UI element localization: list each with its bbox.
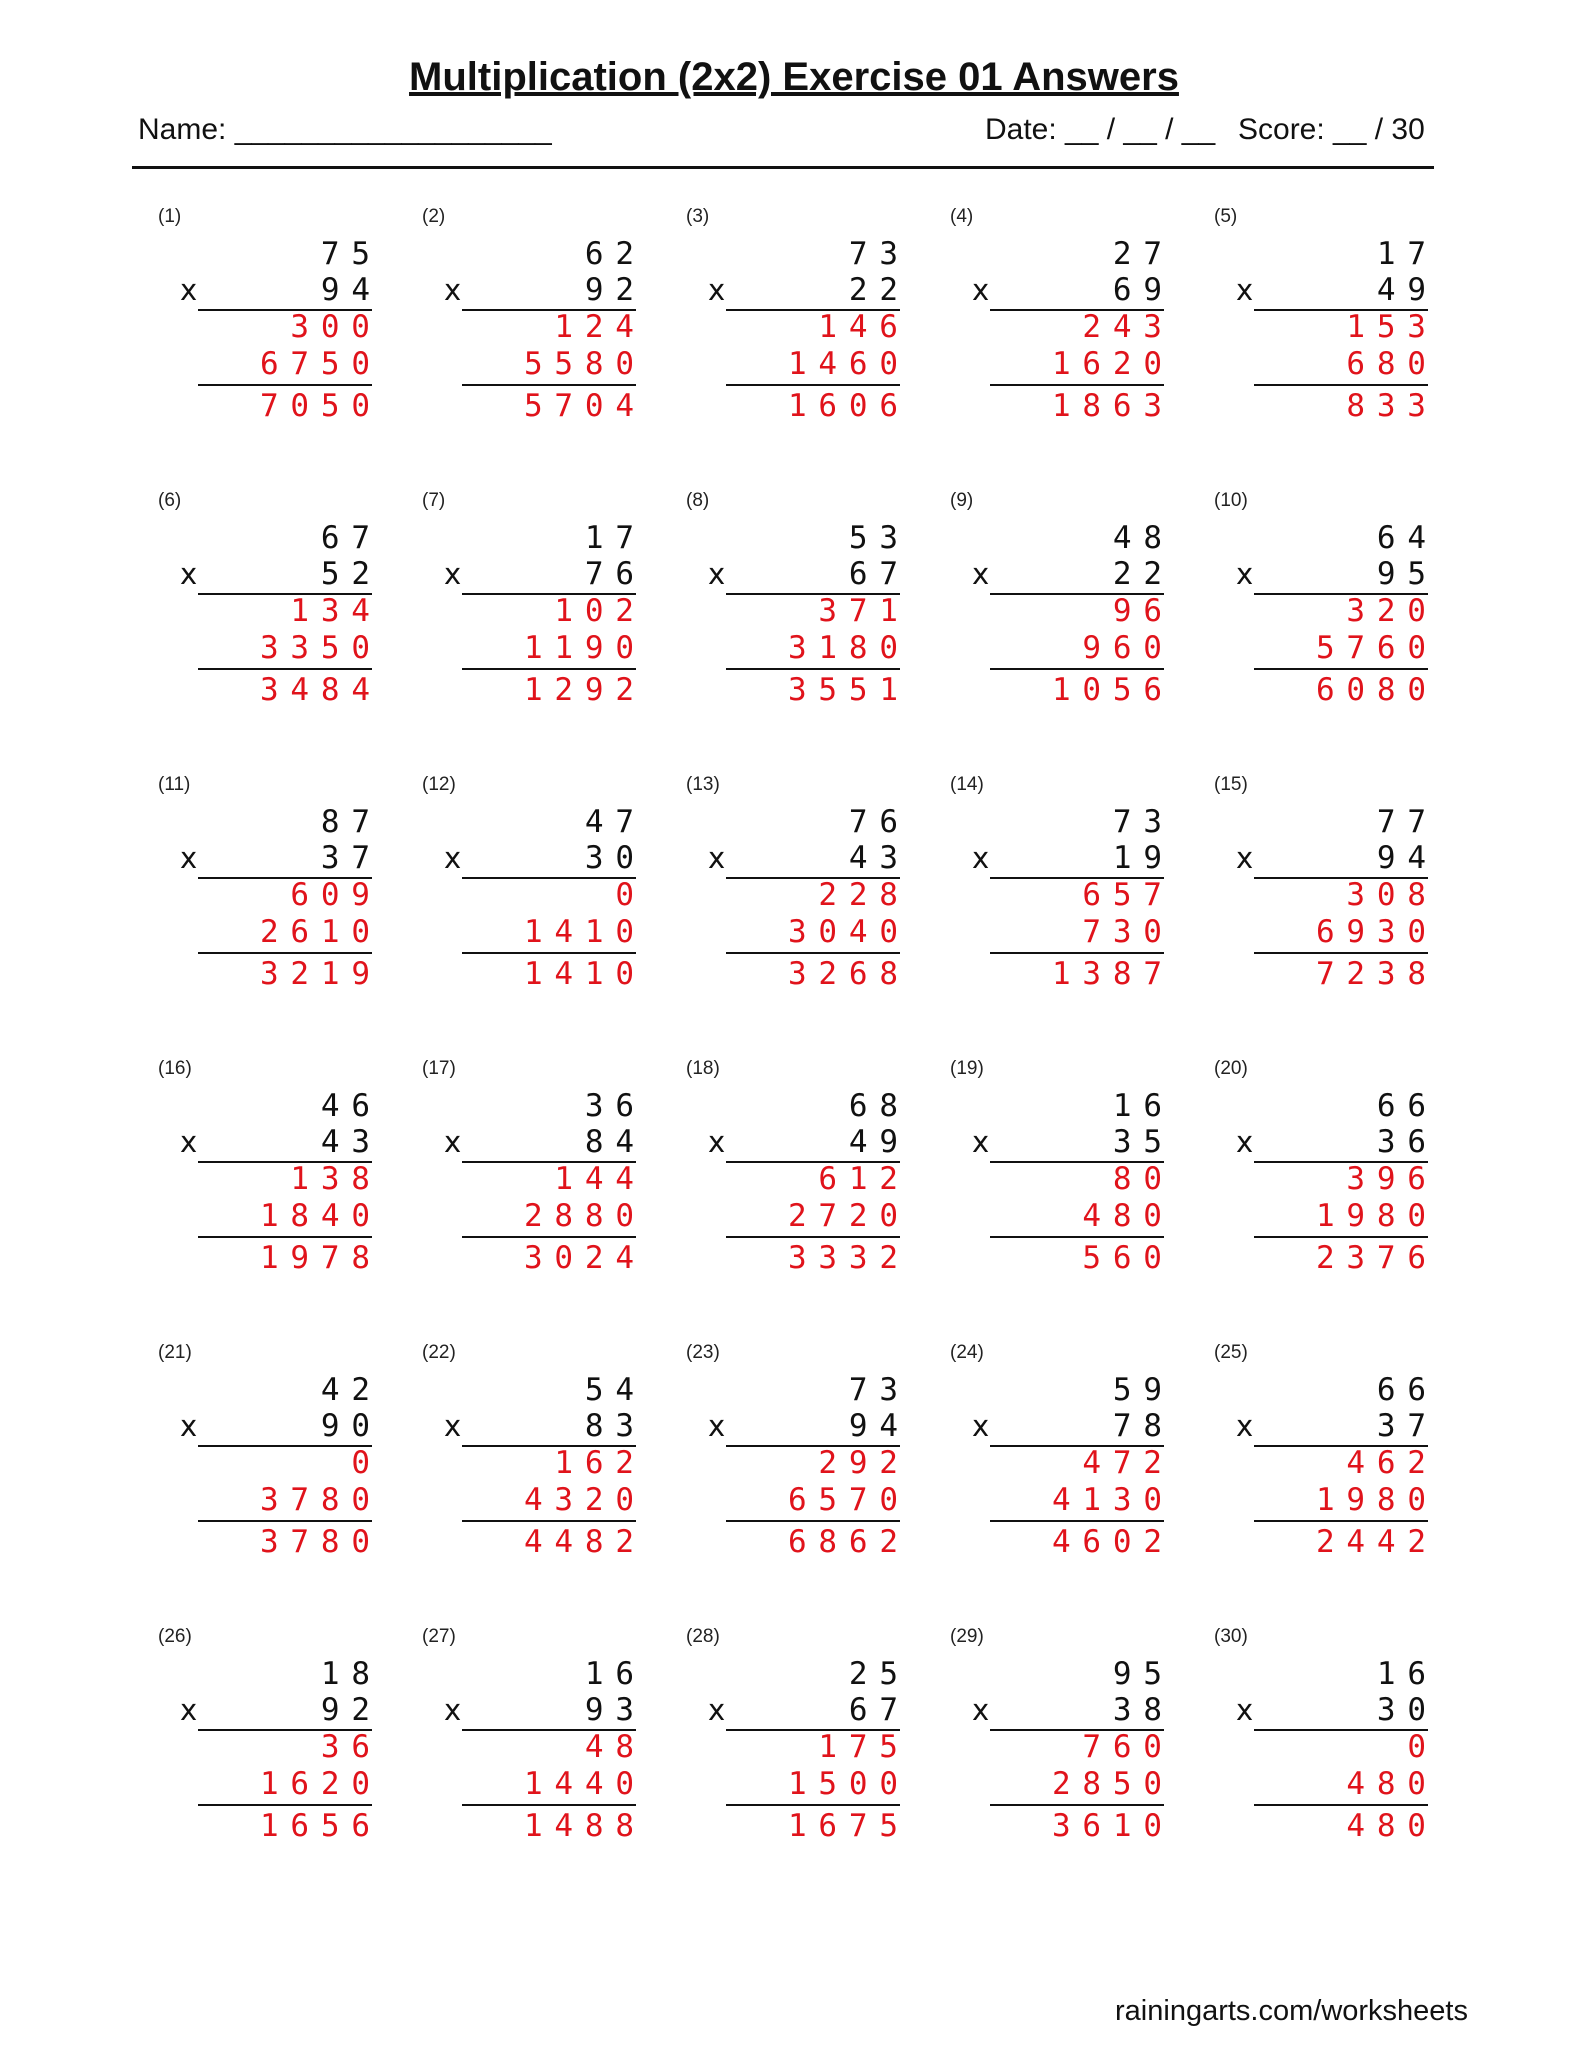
answer: 4482 (523, 1524, 646, 1560)
problem-number: (1) (158, 206, 182, 227)
answer: 1978 (259, 1240, 382, 1276)
partial-product-1: 609 (290, 877, 382, 913)
sum-line (198, 1520, 372, 1522)
problem-number: (25) (1214, 1342, 1248, 1363)
answer: 6862 (787, 1524, 910, 1560)
multiplier: 37 (320, 840, 382, 876)
multiply-sign: x (972, 841, 990, 875)
problem-number: (29) (950, 1626, 984, 1647)
multiplier: 94 (848, 1408, 910, 1444)
multiplicand: 27 (1112, 236, 1174, 272)
multiplicand: 59 (1112, 1372, 1174, 1408)
partial-product-2: 1500 (787, 1766, 910, 1802)
problem (950, 1342, 1174, 1572)
partial-product-2: 3350 (259, 630, 382, 666)
partial-product-2: 1840 (259, 1198, 382, 1234)
problem-number: (17) (422, 1058, 456, 1079)
problem-number: (9) (950, 490, 974, 511)
answer: 480 (1346, 1808, 1438, 1844)
multiplicand: 25 (848, 1656, 910, 1692)
problem (422, 774, 646, 1004)
multiply-sign: x (180, 841, 198, 875)
multiplicand: 42 (320, 1372, 382, 1408)
sum-line (726, 1520, 900, 1522)
problem-number: (8) (686, 490, 710, 511)
answer: 3332 (787, 1240, 910, 1276)
problem (158, 206, 382, 436)
answer: 7238 (1315, 956, 1438, 992)
sum-line (726, 384, 900, 386)
multiply-sign: x (972, 273, 990, 307)
problem (1214, 490, 1438, 720)
problem-number: (7) (422, 490, 446, 511)
multiply-sign: x (1236, 1125, 1254, 1159)
multiplicand: 17 (1376, 236, 1438, 272)
problem-number: (2) (422, 206, 446, 227)
multiplicand: 77 (1376, 804, 1438, 840)
sum-line (198, 1236, 372, 1238)
multiply-sign: x (444, 1409, 462, 1443)
sum-line (1254, 1804, 1428, 1806)
answer: 833 (1346, 388, 1438, 424)
partial-product-2: 1620 (259, 1766, 382, 1802)
multiplier: 22 (848, 272, 910, 308)
problem-number: (24) (950, 1342, 984, 1363)
multiplier: 93 (584, 1692, 646, 1728)
problem (686, 206, 910, 436)
multiplier: 92 (584, 272, 646, 308)
multiplicand: 95 (1112, 1656, 1174, 1692)
multiplier: 37 (1376, 1408, 1438, 1444)
multiplicand: 16 (1112, 1088, 1174, 1124)
multiply-sign: x (180, 273, 198, 307)
problem (686, 1626, 910, 1856)
partial-product-1: 300 (290, 309, 382, 345)
multiply-sign: x (972, 1693, 990, 1727)
multiply-sign: x (972, 1125, 990, 1159)
answer: 1292 (523, 672, 646, 708)
multiply-sign: x (972, 1409, 990, 1443)
partial-product-2: 960 (1082, 630, 1174, 666)
sum-line (990, 668, 1164, 670)
multiplicand: 62 (584, 236, 646, 272)
problem (950, 774, 1174, 1004)
problem-number: (6) (158, 490, 182, 511)
partial-product-1: 371 (818, 593, 910, 629)
partial-product-1: 243 (1082, 309, 1174, 345)
problem-number: (3) (686, 206, 710, 227)
problem-number: (19) (950, 1058, 984, 1079)
sum-line (1254, 1520, 1428, 1522)
multiplicand: 54 (584, 1372, 646, 1408)
problem (158, 490, 382, 720)
partial-product-1: 36 (320, 1729, 382, 1765)
multiplier: 95 (1376, 556, 1438, 592)
multiplier: 92 (320, 1692, 382, 1728)
partial-product-1: 396 (1346, 1161, 1438, 1197)
partial-product-2: 1440 (523, 1766, 646, 1802)
problem (158, 774, 382, 1004)
date-field: Date: __ / __ / __ (985, 113, 1216, 146)
multiplicand: 66 (1376, 1372, 1438, 1408)
header-divider (132, 166, 1434, 169)
sum-line (726, 1236, 900, 1238)
problem-number: (14) (950, 774, 984, 795)
multiplicand: 73 (848, 236, 910, 272)
multiply-sign: x (1236, 841, 1254, 875)
answer: 2376 (1315, 1240, 1438, 1276)
multiply-sign: x (444, 273, 462, 307)
multiply-sign: x (180, 1125, 198, 1159)
sum-line (726, 668, 900, 670)
multiplicand: 68 (848, 1088, 910, 1124)
partial-product-1: 175 (818, 1729, 910, 1765)
problem (158, 1626, 382, 1856)
sum-line (726, 1804, 900, 1806)
multiply-sign: x (444, 1693, 462, 1727)
partial-product-1: 308 (1346, 877, 1438, 913)
sum-line (462, 668, 636, 670)
multiply-sign: x (444, 557, 462, 591)
multiply-sign: x (1236, 1409, 1254, 1443)
answer: 1387 (1051, 956, 1174, 992)
multiplier: 52 (320, 556, 382, 592)
answer: 2442 (1315, 1524, 1438, 1560)
partial-product-1: 657 (1082, 877, 1174, 913)
multiplier: 90 (320, 1408, 382, 1444)
footer-url: rainingarts.com/worksheets (1115, 1995, 1468, 2027)
multiplier: 69 (1112, 272, 1174, 308)
problem-number: (22) (422, 1342, 456, 1363)
answer: 5704 (523, 388, 646, 424)
sum-line (1254, 384, 1428, 386)
partial-product-1: 144 (554, 1161, 646, 1197)
sum-line (198, 668, 372, 670)
partial-product-2: 1190 (523, 630, 646, 666)
page-title: Multiplication (2x2) Exercise 01 Answers (409, 55, 1179, 99)
sum-line (990, 1804, 1164, 1806)
sum-line (462, 384, 636, 386)
multiply-sign: x (180, 1693, 198, 1727)
multiplier: 38 (1112, 1692, 1174, 1728)
problem-number: (12) (422, 774, 456, 795)
problem-number: (15) (1214, 774, 1248, 795)
multiplicand: 76 (848, 804, 910, 840)
problem (686, 1342, 910, 1572)
multiplicand: 18 (320, 1656, 382, 1692)
partial-product-2: 1620 (1051, 346, 1174, 382)
answer: 3219 (259, 956, 382, 992)
partial-product-1: 0 (615, 877, 646, 913)
multiply-sign: x (708, 557, 726, 591)
problem (950, 206, 1174, 436)
multiply-sign: x (180, 557, 198, 591)
score-field: Score: __ / 30 (1238, 113, 1425, 146)
partial-product-1: 0 (1407, 1729, 1438, 1765)
partial-product-2: 6570 (787, 1482, 910, 1518)
multiplicand: 16 (1376, 1656, 1438, 1692)
multiplicand: 48 (1112, 520, 1174, 556)
answer: 1056 (1051, 672, 1174, 708)
multiplier: 35 (1112, 1124, 1174, 1160)
problem (1214, 1342, 1438, 1572)
multiplicand: 17 (584, 520, 646, 556)
multiplicand: 46 (320, 1088, 382, 1124)
partial-product-1: 462 (1346, 1445, 1438, 1481)
multiplier: 22 (1112, 556, 1174, 592)
partial-product-1: 760 (1082, 1729, 1174, 1765)
multiply-sign: x (708, 273, 726, 307)
multiplicand: 53 (848, 520, 910, 556)
multiply-sign: x (708, 841, 726, 875)
partial-product-2: 680 (1346, 346, 1438, 382)
partial-product-2: 3180 (787, 630, 910, 666)
partial-product-1: 153 (1346, 309, 1438, 345)
multiplier: 43 (320, 1124, 382, 1160)
partial-product-1: 0 (351, 1445, 382, 1481)
partial-product-2: 6930 (1315, 914, 1438, 950)
partial-product-1: 162 (554, 1445, 646, 1481)
product-line (462, 877, 636, 879)
partial-product-1: 228 (818, 877, 910, 913)
partial-product-2: 6750 (259, 346, 382, 382)
answer: 1606 (787, 388, 910, 424)
partial-product-1: 320 (1346, 593, 1438, 629)
multiplier: 76 (584, 556, 646, 592)
multiply-sign: x (1236, 1693, 1254, 1727)
partial-product-1: 48 (584, 1729, 646, 1765)
product-line (198, 1445, 372, 1447)
partial-product-1: 292 (818, 1445, 910, 1481)
partial-product-1: 138 (290, 1161, 382, 1197)
multiplicand: 16 (584, 1656, 646, 1692)
problem (422, 1058, 646, 1288)
sum-line (462, 1804, 636, 1806)
problem-number: (18) (686, 1058, 720, 1079)
multiplier: 84 (584, 1124, 646, 1160)
partial-product-2: 480 (1346, 1766, 1438, 1802)
answer: 7050 (259, 388, 382, 424)
partial-product-2: 4130 (1051, 1482, 1174, 1518)
problem (158, 1058, 382, 1288)
problem (422, 490, 646, 720)
sum-line (198, 384, 372, 386)
answer: 3484 (259, 672, 382, 708)
partial-product-2: 480 (1082, 1198, 1174, 1234)
sum-line (462, 1236, 636, 1238)
multiplier: 78 (1112, 1408, 1174, 1444)
answer: 1410 (523, 956, 646, 992)
multiply-sign: x (708, 1125, 726, 1159)
problem (686, 1058, 910, 1288)
partial-product-2: 2850 (1051, 1766, 1174, 1802)
sum-line (990, 952, 1164, 954)
partial-product-2: 2610 (259, 914, 382, 950)
multiplier: 67 (848, 1692, 910, 1728)
problem (950, 490, 1174, 720)
multiply-sign: x (444, 1125, 462, 1159)
answer: 1863 (1051, 388, 1174, 424)
partial-product-1: 96 (1112, 593, 1174, 629)
multiplicand: 75 (320, 236, 382, 272)
answer: 4602 (1051, 1524, 1174, 1560)
partial-product-1: 612 (818, 1161, 910, 1197)
problem (1214, 1626, 1438, 1856)
sum-line (198, 1804, 372, 1806)
sum-line (990, 1236, 1164, 1238)
answer: 3024 (523, 1240, 646, 1276)
problem-number: (11) (158, 774, 191, 795)
multiplicand: 87 (320, 804, 382, 840)
sum-line (462, 952, 636, 954)
problem-number: (20) (1214, 1058, 1248, 1079)
multiplier: 49 (848, 1124, 910, 1160)
problem (422, 1626, 646, 1856)
partial-product-2: 3780 (259, 1482, 382, 1518)
partial-product-2: 3040 (787, 914, 910, 950)
name-field: Name: ___________________ (138, 113, 552, 146)
multiplier: 36 (1376, 1124, 1438, 1160)
multiplicand: 73 (848, 1372, 910, 1408)
answer: 3780 (259, 1524, 382, 1560)
sum-line (1254, 1236, 1428, 1238)
partial-product-2: 730 (1082, 914, 1174, 950)
multiply-sign: x (444, 841, 462, 875)
partial-product-2: 5760 (1315, 630, 1438, 666)
problem-number: (13) (686, 774, 720, 795)
multiply-sign: x (972, 557, 990, 591)
answer: 1656 (259, 1808, 382, 1844)
sum-line (198, 952, 372, 954)
problem (422, 1342, 646, 1572)
multiplier: 83 (584, 1408, 646, 1444)
problem (686, 774, 910, 1004)
partial-product-2: 2880 (523, 1198, 646, 1234)
multiplicand: 73 (1112, 804, 1174, 840)
problem-number: (5) (1214, 206, 1238, 227)
problem-number: (10) (1214, 490, 1248, 511)
multiplicand: 47 (584, 804, 646, 840)
problem (1214, 774, 1438, 1004)
sum-line (1254, 668, 1428, 670)
sum-line (990, 1520, 1164, 1522)
multiplicand: 64 (1376, 520, 1438, 556)
multiply-sign: x (1236, 273, 1254, 307)
multiplicand: 36 (584, 1088, 646, 1124)
partial-product-2: 2720 (787, 1198, 910, 1234)
problem (1214, 1058, 1438, 1288)
sum-line (726, 952, 900, 954)
partial-product-1: 146 (818, 309, 910, 345)
multiplier: 19 (1112, 840, 1174, 876)
problem-number: (27) (422, 1626, 456, 1647)
answer: 1488 (523, 1808, 646, 1844)
product-line (1254, 1729, 1428, 1731)
multiply-sign: x (708, 1409, 726, 1443)
multiplier: 94 (1376, 840, 1438, 876)
problem-number: (30) (1214, 1626, 1248, 1647)
problem-number: (16) (158, 1058, 192, 1079)
partial-product-2: 1980 (1315, 1198, 1438, 1234)
multiplier: 30 (584, 840, 646, 876)
problem-number: (4) (950, 206, 974, 227)
multiply-sign: x (1236, 557, 1254, 591)
answer: 3610 (1051, 1808, 1174, 1844)
problem (686, 490, 910, 720)
multiplier: 49 (1376, 272, 1438, 308)
multiplier: 30 (1376, 1692, 1438, 1728)
problem-number: (28) (686, 1626, 720, 1647)
partial-product-2: 5580 (523, 346, 646, 382)
partial-product-1: 134 (290, 593, 382, 629)
answer: 560 (1082, 1240, 1174, 1276)
multiplier: 67 (848, 556, 910, 592)
partial-product-1: 102 (554, 593, 646, 629)
partial-product-1: 124 (554, 309, 646, 345)
partial-product-2: 1980 (1315, 1482, 1438, 1518)
multiplicand: 67 (320, 520, 382, 556)
problem (1214, 206, 1438, 436)
problem (950, 1626, 1174, 1856)
partial-product-1: 80 (1112, 1161, 1174, 1197)
partial-product-2: 1410 (523, 914, 646, 950)
partial-product-1: 472 (1082, 1445, 1174, 1481)
problem (422, 206, 646, 436)
sum-line (990, 384, 1164, 386)
answer: 3551 (787, 672, 910, 708)
problem-number: (26) (158, 1626, 192, 1647)
partial-product-2: 1460 (787, 346, 910, 382)
multiplicand: 66 (1376, 1088, 1438, 1124)
multiplier: 43 (848, 840, 910, 876)
answer: 3268 (787, 956, 910, 992)
answer: 6080 (1315, 672, 1438, 708)
problem (158, 1342, 382, 1572)
multiplier: 94 (320, 272, 382, 308)
sum-line (462, 1520, 636, 1522)
sum-line (1254, 952, 1428, 954)
multiply-sign: x (180, 1409, 198, 1443)
answer: 1675 (787, 1808, 910, 1844)
problem-number: (23) (686, 1342, 720, 1363)
problem-number: (21) (158, 1342, 192, 1363)
multiply-sign: x (708, 1693, 726, 1727)
partial-product-2: 4320 (523, 1482, 646, 1518)
problem (950, 1058, 1174, 1288)
